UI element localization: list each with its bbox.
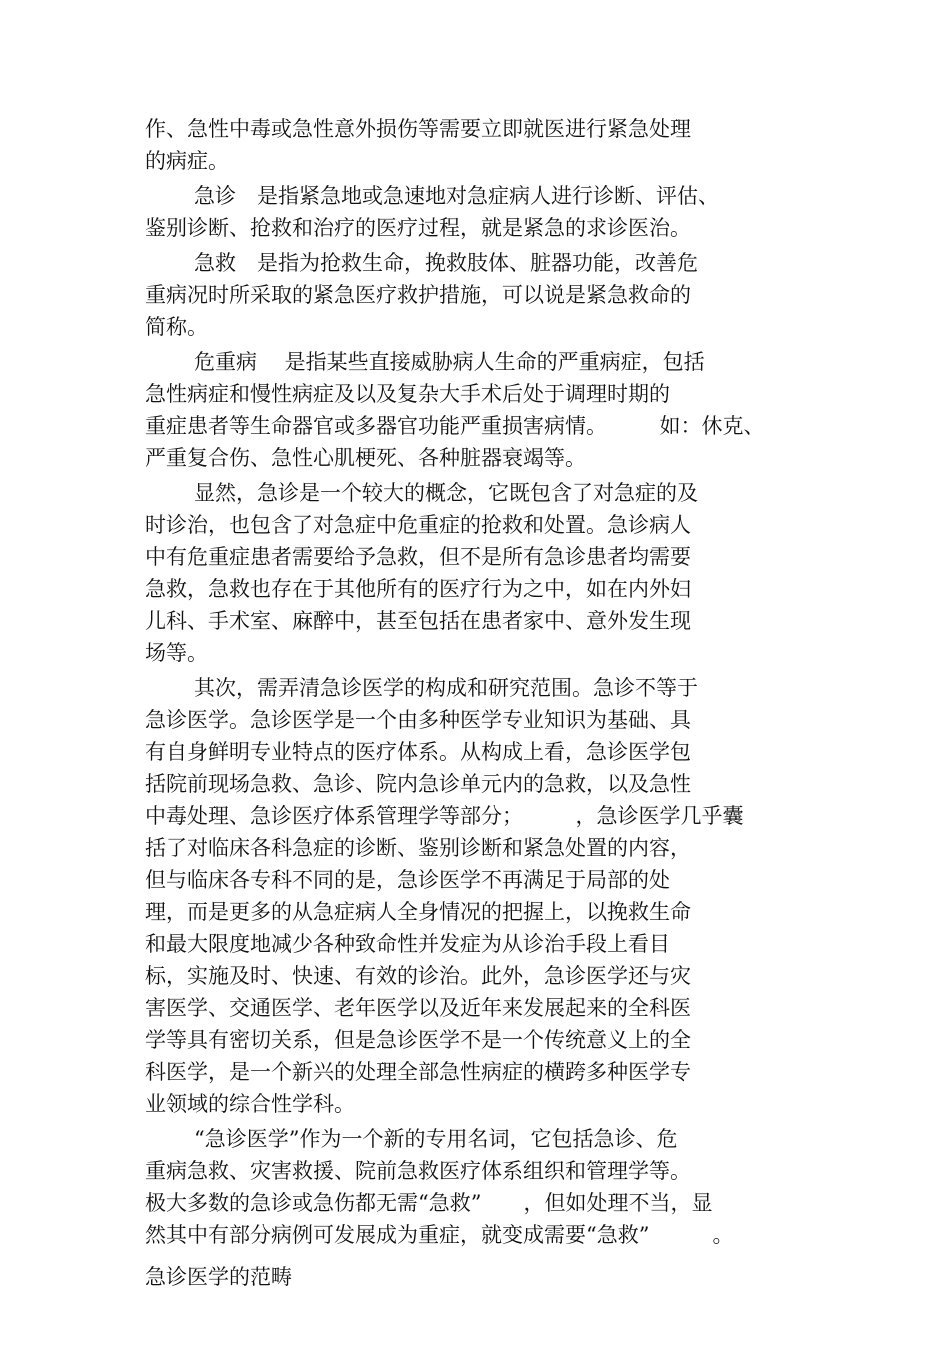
text-line: 学等具有密切关系，但是急诊医学不是一个传统意义上的全: [145, 1028, 691, 1052]
text-line: 重症患者等生命器官或多器官功能严重损害病情。 如：休克、: [145, 414, 765, 438]
text-line: 中有危重症患者需要给予急救，但不是所有急诊患者均需要: [145, 545, 691, 569]
text-line: 标，实施及时、快速、有效的诊治。此外，急诊医学还与灾: [145, 964, 691, 988]
text-line: 作、急性中毒或急性意外损伤等需要立即就医进行紧急处理: [145, 117, 691, 141]
text-line: 简称。: [145, 315, 208, 339]
text-line: 科医学，是一个新兴的处理全部急性病症的横跨多种医学专: [145, 1060, 691, 1084]
text-line: 急性病症和慢性病症及以及复杂大手术后处于调理时期的: [145, 382, 670, 406]
text-line: 重病急救、灾害救援、院前急救医疗体系组织和管理学等。: [145, 1159, 691, 1183]
text-line: 时诊治，也包含了对急症中危重症的抢救和处置。急诊病人: [145, 513, 691, 537]
text-line: 括院前现场急救、急诊、院内急诊单元内的急救，以及急性: [145, 772, 691, 796]
text-line: 急诊 是指紧急地或急速地对急症病人进行诊断、评估、: [194, 184, 719, 208]
text-line: 鉴别诊断、抢救和治疗的医疗过程，就是紧急的求诊医治。: [145, 216, 691, 240]
text-line: 急诊医学。急诊医学是一个由多种医学专业知识为基础、具: [145, 708, 691, 732]
text-line: 急救，急救也存在于其他所有的医疗行为之中，如在内外妇: [145, 577, 691, 601]
text-line: “急诊医学”作为一个新的专用名词，它包括急诊、危: [194, 1127, 678, 1151]
text-line: 急救 是指为抢救生命，挽救肢体、脏器功能，改善危: [194, 251, 698, 275]
section-heading: 急诊医学的范畴: [145, 1265, 292, 1289]
text-line: 有自身鲜明专业特点的医疗体系。从构成上看，急诊医学包: [145, 740, 691, 764]
text-line: 显然，急诊是一个较大的概念，它既包含了对急症的及: [194, 481, 698, 505]
text-line: 儿科、手术室、麻醉中，甚至包括在患者家中、意外发生现: [145, 609, 691, 633]
text-line: 然其中有部分病例可发展成为重症，就变成需要“急救” 。: [145, 1223, 734, 1247]
text-line: 严重复合伤、急性心肌梗死、各种脏器衰竭等。: [145, 446, 586, 470]
text-line: 业领域的综合性学科。: [145, 1092, 355, 1116]
text-line: 场等。: [145, 641, 208, 665]
text-line: 害医学、交通医学、老年医学以及近年来发展起来的全科医: [145, 996, 691, 1020]
text-line: 理，而是更多的从急症病人全身情况的把握上，以挽救生命: [145, 900, 691, 924]
text-line: 括了对临床各科急症的诊断、鉴别诊断和紧急处置的内容，: [145, 836, 691, 860]
text-line: 其次，需弄清急诊医学的构成和研究范围。急诊不等于: [194, 676, 698, 700]
text-line: 危重病 是指某些直接威胁病人生命的严重病症，包括: [194, 350, 705, 374]
text-line: 极大多数的急诊或急伤都无需“急救” ，但如处理不当，显: [145, 1191, 713, 1215]
text-line: 但与临床各专科不同的是，急诊医学不再满足于局部的处: [145, 868, 670, 892]
text-line: 的病症。: [145, 149, 229, 173]
text-line: 和最大限度地减少各种致命性并发症为从诊治手段上看目: [145, 932, 670, 956]
text-line: 重病况时所采取的紧急医疗救护措施，可以说是紧急救命的: [145, 283, 691, 307]
text-line: 中毒处理、急诊医疗体系管理学等部分； ，急诊医学几乎囊: [145, 804, 744, 828]
